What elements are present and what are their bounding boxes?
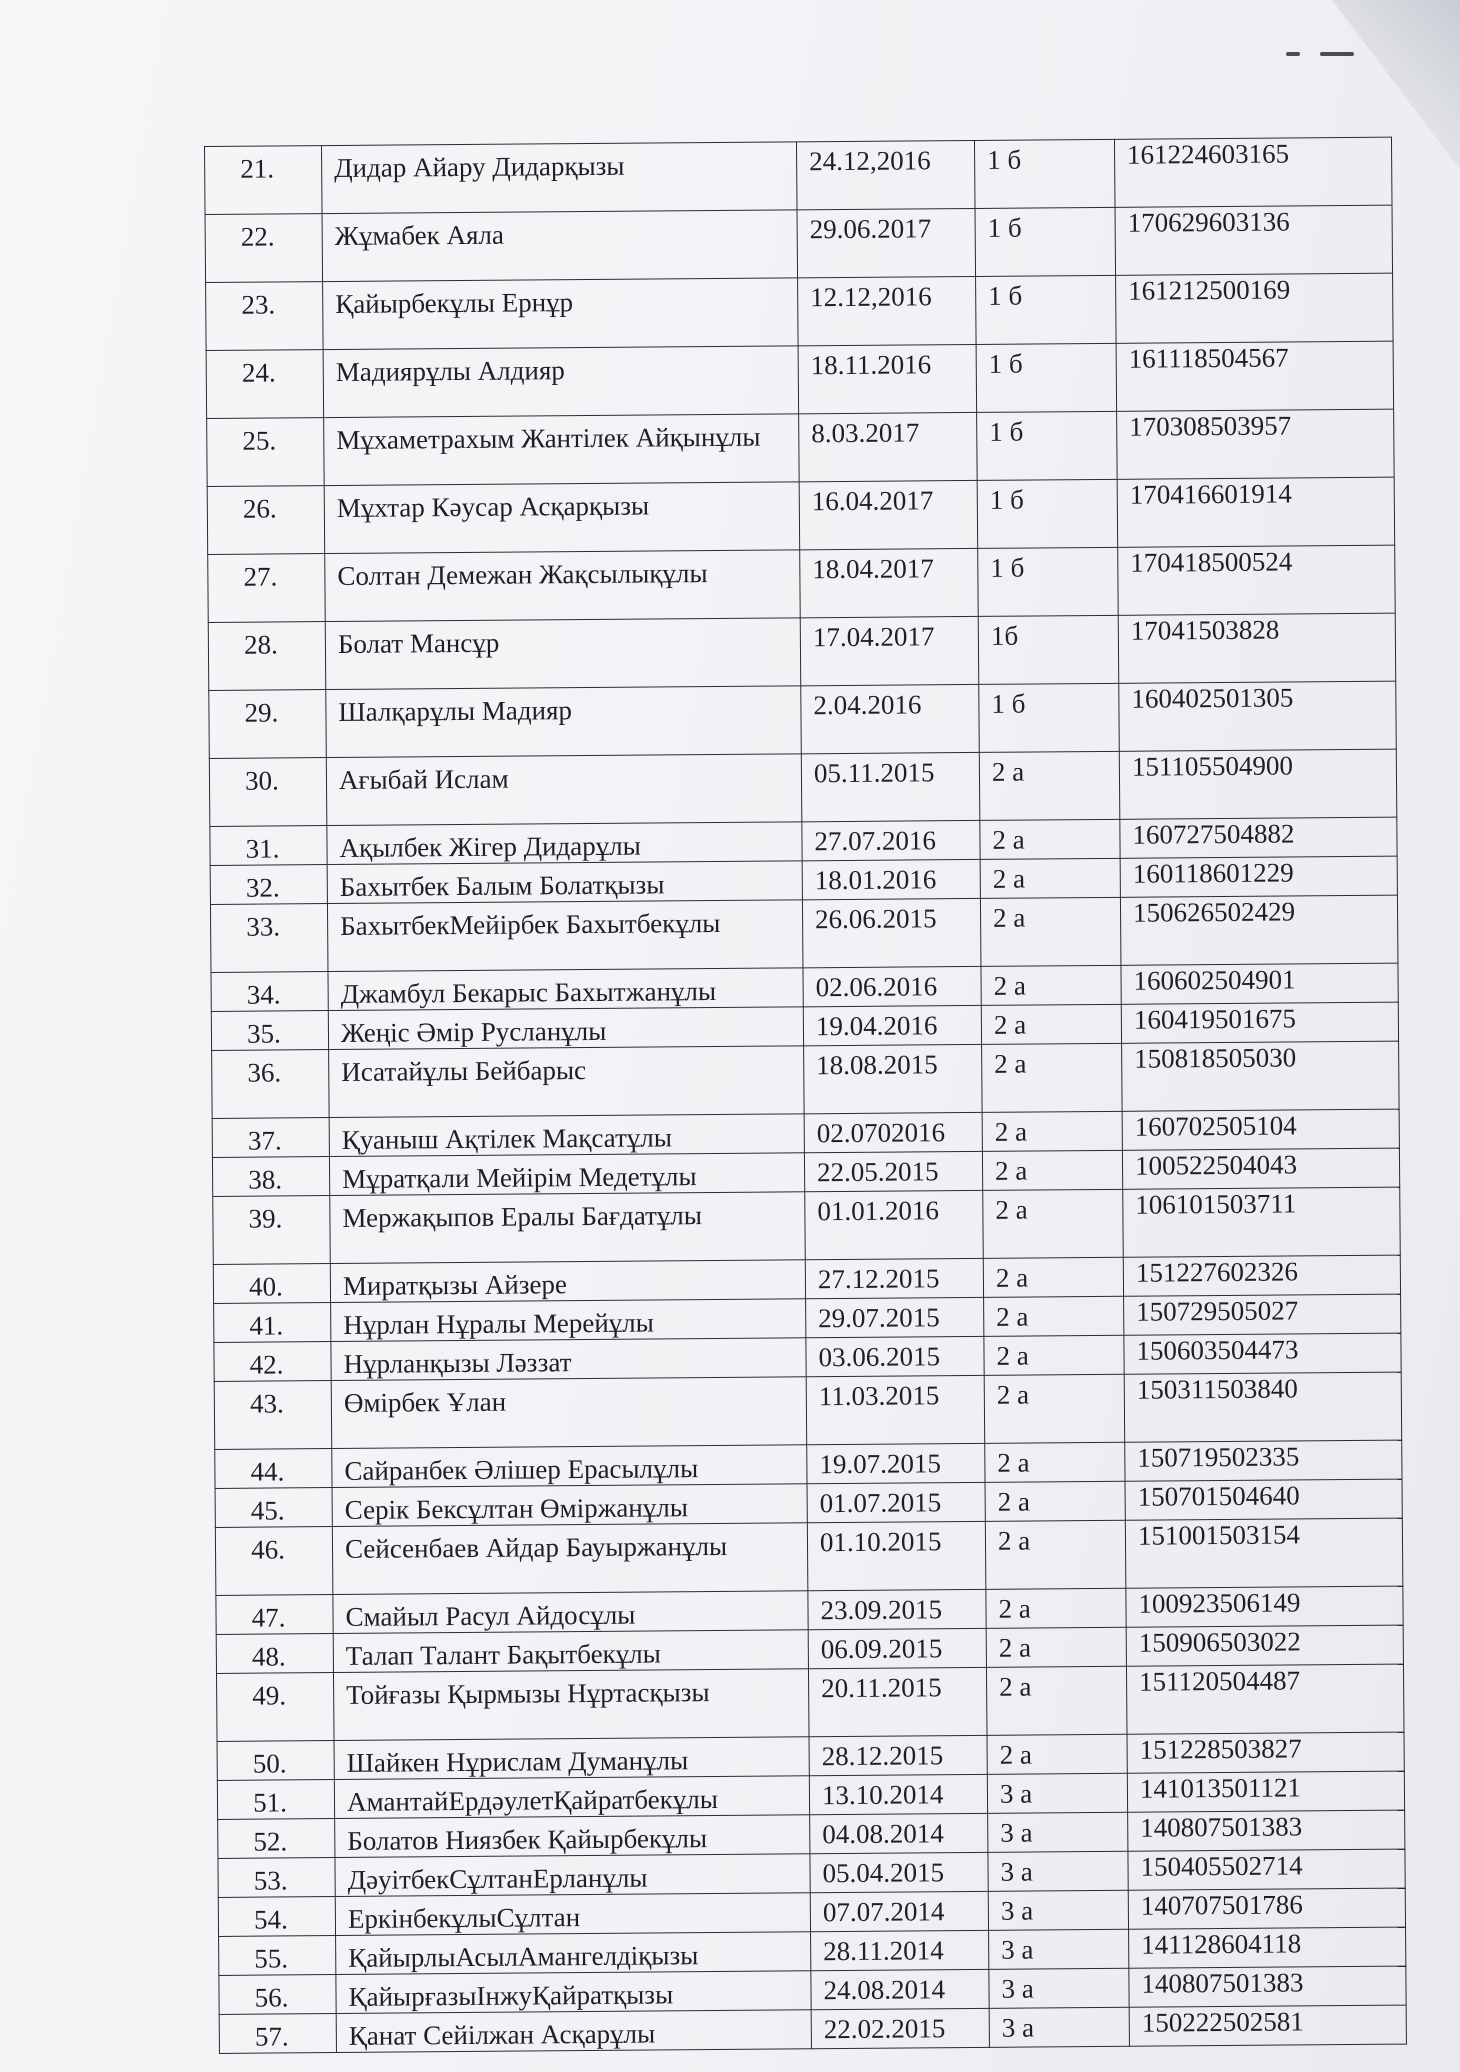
class-grade: 2 а	[985, 1520, 1126, 1589]
birth-date: 26.06.2015	[802, 898, 981, 967]
row-number: 33.	[210, 904, 328, 973]
student-name: Дидар Айару Дидарқызы	[322, 142, 798, 214]
birth-date: 11.03.2015	[806, 1375, 985, 1444]
birth-date: 18.11.2016	[798, 344, 977, 413]
birth-date: 01.10.2015	[807, 1521, 986, 1590]
table-row	[206, 341, 1393, 418]
iin-number: 150719502335	[1125, 1440, 1402, 1481]
class-grade: 2 а	[987, 1734, 1127, 1774]
row-number: 25.	[207, 418, 325, 487]
row-number: 23.	[206, 282, 324, 351]
student-name: ЕркінбекұлыСұлтан	[335, 1893, 810, 1936]
row-number: 56.	[219, 1975, 336, 2015]
row-number: 40.	[213, 1264, 330, 1304]
row-number: 45.	[215, 1488, 332, 1528]
birth-date: 24.08.2014	[811, 1969, 989, 2009]
student-name: Нұрланқызы Ләззат	[331, 1338, 806, 1381]
row-number: 30.	[209, 758, 327, 827]
row-number: 39.	[213, 1196, 331, 1265]
row-number: 51.	[217, 1780, 334, 1820]
iin-number: 151001503154	[1125, 1518, 1403, 1588]
iin-number: 151227602326	[1123, 1255, 1400, 1296]
class-grade: 2 а	[982, 1111, 1122, 1151]
birth-date: 29.07.2015	[806, 1297, 984, 1337]
birth-date: 8.03.2017	[799, 412, 978, 481]
student-name: Болатов Ниязбек Қайырбекұлы	[335, 1815, 810, 1858]
student-name: Қанат Сейілжан Асқарұлы	[336, 2010, 811, 2053]
iin-number: 141013501121	[1127, 1771, 1404, 1812]
class-grade: 2 а	[986, 1666, 1127, 1735]
student-name: Смайыл Расул Айдосұлы	[333, 1591, 808, 1634]
row-number: 44.	[215, 1449, 332, 1489]
class-grade: 2 а	[984, 1335, 1124, 1375]
row-number: 36.	[212, 1050, 330, 1119]
iin-number: 150818505030	[1122, 1041, 1400, 1111]
class-grade: 3 а	[989, 1968, 1129, 2008]
birth-date: 19.04.2016	[803, 1005, 981, 1045]
birth-date: 27.12.2015	[805, 1258, 983, 1298]
iin-number: 151120504487	[1126, 1664, 1404, 1734]
class-grade: 3 а	[987, 1773, 1127, 1813]
birth-date: 04.08.2014	[810, 1813, 988, 1853]
student-name: Қайырбекұлы Ернұр	[323, 278, 799, 350]
birth-date: 28.11.2014	[811, 1930, 989, 1970]
student-name: Мадиярұлы Алдияр	[323, 346, 799, 418]
row-number: 43.	[214, 1381, 332, 1450]
row-number: 48.	[216, 1634, 333, 1674]
table-row	[210, 895, 1397, 972]
iin-number: 160419501675	[1121, 1002, 1398, 1043]
table-row	[209, 681, 1396, 758]
birth-date: 01.07.2015	[807, 1482, 985, 1522]
pen-mark	[1286, 52, 1300, 56]
class-grade: 2 а	[984, 1296, 1124, 1336]
table-row	[207, 477, 1394, 554]
table-row	[205, 137, 1392, 214]
class-grade: 2 а	[985, 1442, 1125, 1482]
student-name: Шайкен Нұрислам Думанұлы	[334, 1737, 809, 1780]
table-row	[215, 1518, 1402, 1595]
class-grade: 2 а	[979, 751, 1120, 820]
row-number: 28.	[208, 622, 326, 691]
table-row	[208, 613, 1395, 690]
iin-number: 150626502429	[1120, 895, 1398, 965]
student-name: ДәуітбекСұлтанЕрланұлы	[335, 1854, 810, 1897]
iin-number: 140807501383	[1128, 1810, 1405, 1851]
student-name: Жеңіс Әмір Русланұлы	[328, 1007, 803, 1050]
class-grade: 3 а	[988, 1890, 1128, 1930]
row-number: 31.	[210, 826, 327, 866]
iin-number: 161118504567	[1116, 341, 1394, 411]
birth-date: 20.11.2015	[808, 1667, 987, 1736]
student-name: АмантайЕрдәулетҚайратбекұлы	[334, 1776, 809, 1819]
class-grade: 3 а	[989, 1929, 1129, 1969]
class-grade: 1 б	[977, 479, 1118, 548]
pen-mark	[1320, 52, 1354, 56]
iin-number: 150701504640	[1125, 1479, 1402, 1520]
iin-number: 170308503957	[1117, 409, 1395, 479]
row-number: 27.	[208, 554, 326, 623]
student-list-body	[205, 137, 1407, 2053]
class-grade: 2 а	[980, 819, 1120, 859]
table-row	[207, 409, 1394, 486]
student-name: Исатайұлы Бейбарыс	[329, 1046, 805, 1118]
class-grade: 3 а	[988, 1812, 1128, 1852]
iin-number: 150222502581	[1129, 2005, 1406, 2046]
birth-date: 29.06.2017	[797, 208, 976, 277]
birth-date: 27.07.2016	[802, 820, 980, 860]
row-number: 34.	[211, 972, 328, 1012]
birth-date: 02.06.2016	[803, 966, 981, 1006]
iin-number: 106101503711	[1123, 1187, 1401, 1257]
row-number: 22.	[205, 214, 323, 283]
student-name: Бахытбек Балым Болатқызы	[327, 861, 802, 904]
student-name: Өмірбек Ұлан	[331, 1377, 807, 1449]
student-name: Ағыбай Ислам	[326, 754, 802, 826]
birth-date: 18.08.2015	[804, 1044, 983, 1113]
row-number: 53.	[218, 1858, 335, 1898]
birth-date: 18.01.2016	[802, 859, 980, 899]
class-grade: 2 а	[983, 1257, 1123, 1297]
birth-date: 19.07.2015	[807, 1443, 985, 1483]
student-name: Мұхтар Кәусар Асқарқызы	[324, 482, 800, 554]
class-grade: 2 а	[984, 1374, 1125, 1443]
row-number: 21.	[205, 146, 323, 215]
student-name: Шалқарұлы Мадияр	[326, 686, 802, 758]
row-number: 52.	[218, 1819, 335, 1859]
row-number: 32.	[210, 865, 327, 905]
row-number: 57.	[219, 2014, 336, 2054]
student-name: Мұратқали Мейірім Медетұлы	[329, 1153, 804, 1196]
student-name: Серік Бексұлтан Өміржанұлы	[332, 1484, 807, 1527]
student-name: Миратқызы Айзере	[330, 1260, 805, 1303]
row-number: 24.	[206, 350, 324, 419]
row-number: 47.	[216, 1595, 333, 1635]
row-number: 54.	[218, 1897, 335, 1937]
birth-date: 03.06.2015	[806, 1336, 984, 1376]
iin-number: 160118601229	[1120, 856, 1397, 897]
row-number: 37.	[212, 1118, 329, 1158]
class-grade: 2 а	[982, 1043, 1123, 1112]
student-name: Мержақыпов Ералы Бағдатұлы	[330, 1192, 806, 1264]
table-row	[208, 545, 1395, 622]
student-name: Нұрлан Нұралы Мерейұлы	[331, 1299, 806, 1342]
table-row	[206, 273, 1393, 350]
iin-number: 17041503828	[1118, 613, 1396, 683]
iin-number: 150906503022	[1126, 1625, 1403, 1666]
student-name: Жұмабек Аяла	[322, 210, 798, 282]
student-name: ҚайырлыАсылАмангелдіқызы	[336, 1932, 811, 1975]
student-name: БахытбекМейірбек Бахытбекұлы	[327, 900, 803, 972]
student-name: Тойғазы Қырмызы Нұртасқызы	[333, 1669, 809, 1741]
student-name: Болат Мансұр	[325, 618, 801, 690]
row-number: 38.	[212, 1157, 329, 1197]
class-grade: 1 б	[977, 411, 1118, 480]
iin-number: 161212500169	[1116, 273, 1394, 343]
class-grade: 2 а	[981, 965, 1121, 1005]
student-name: Ақылбек Жігер Дидарұлы	[327, 822, 802, 865]
iin-number: 100923506149	[1126, 1586, 1403, 1627]
row-number: 35.	[211, 1011, 328, 1051]
iin-number: 150729505027	[1124, 1294, 1401, 1335]
birth-date: 05.04.2015	[810, 1852, 988, 1892]
class-grade: 1 б	[978, 547, 1119, 616]
iin-number: 160727504882	[1120, 817, 1397, 858]
birth-date: 24.12,2016	[796, 140, 975, 209]
class-grade: 1 б	[976, 343, 1117, 412]
student-name: Талап Талант Бақытбекұлы	[333, 1630, 808, 1673]
iin-number: 140707501786	[1128, 1888, 1405, 1929]
row-number: 55.	[219, 1936, 336, 1976]
iin-number: 160702505104	[1122, 1109, 1399, 1150]
birth-date: 16.04.2017	[799, 480, 978, 549]
birth-date: 2.04.2016	[801, 684, 980, 753]
birth-date: 28.12.2015	[809, 1735, 987, 1775]
iin-number: 151105504900	[1119, 749, 1397, 819]
birth-date: 23.09.2015	[808, 1589, 986, 1629]
iin-number: 160402501305	[1119, 681, 1397, 751]
table-row	[216, 1664, 1403, 1741]
class-grade: 2 а	[981, 1004, 1121, 1044]
birth-date: 17.04.2017	[800, 616, 979, 685]
birth-date: 01.01.2016	[805, 1190, 984, 1259]
class-grade: 3 а	[989, 2007, 1129, 2047]
table-row	[213, 1187, 1400, 1264]
student-name: Сейсенбаев Айдар Бауыржанұлы	[332, 1523, 808, 1595]
student-name: Джамбул Бекарыс Бахытжанұлы	[328, 968, 803, 1011]
birth-date: 07.07.2014	[810, 1891, 988, 1931]
row-number: 29.	[209, 690, 327, 759]
iin-number: 140807501383	[1129, 1966, 1406, 2007]
birth-date: 02.0702016	[804, 1112, 982, 1152]
iin-number: 141128604118	[1129, 1927, 1406, 1968]
row-number: 50.	[217, 1741, 334, 1781]
class-grade: 1 б	[976, 275, 1117, 344]
table-row	[209, 749, 1396, 826]
iin-number: 170416601914	[1117, 477, 1395, 547]
class-grade: 1 б	[974, 139, 1115, 208]
table-row	[212, 1041, 1399, 1118]
row-number: 46.	[215, 1527, 333, 1596]
birth-date: 18.04.2017	[800, 548, 979, 617]
table-row	[214, 1372, 1401, 1449]
iin-number: 150405502714	[1128, 1849, 1405, 1890]
iin-number: 160602504901	[1121, 963, 1398, 1004]
iin-number: 151228503827	[1127, 1732, 1404, 1773]
class-grade: 2 а	[980, 858, 1120, 898]
birth-date: 05.11.2015	[801, 752, 980, 821]
birth-date: 06.09.2015	[808, 1628, 986, 1668]
iin-number: 150603504473	[1124, 1333, 1401, 1374]
iin-number: 170418500524	[1118, 545, 1396, 615]
row-number: 41.	[214, 1303, 331, 1343]
class-grade: 2 а	[986, 1627, 1126, 1667]
class-grade: 2 а	[986, 1588, 1126, 1628]
birth-date: 13.10.2014	[809, 1774, 987, 1814]
row-number: 42.	[214, 1342, 331, 1382]
class-grade: 1 б	[975, 207, 1116, 276]
student-list-table	[204, 137, 1407, 2054]
iin-number: 170629603136	[1115, 205, 1393, 275]
iin-number: 161224603165	[1114, 137, 1392, 207]
student-name: Сайранбек Әлішер Ерасылұлы	[332, 1445, 807, 1488]
row-number: 26.	[207, 486, 325, 555]
class-grade: 1 б	[979, 683, 1120, 752]
class-grade: 2 а	[985, 1481, 1125, 1521]
student-name: Қуаныш Ақтілек Мақсатұлы	[329, 1114, 804, 1157]
iin-number: 150311503840	[1124, 1372, 1402, 1442]
birth-date: 22.02.2015	[811, 2008, 989, 2048]
class-grade: 3 а	[988, 1851, 1128, 1891]
class-grade: 2 а	[983, 1189, 1124, 1258]
table-row	[205, 205, 1392, 282]
class-grade: 1б	[978, 615, 1119, 684]
iin-number: 100522504043	[1122, 1148, 1399, 1189]
class-grade: 2 а	[980, 897, 1121, 966]
birth-date: 22.05.2015	[804, 1151, 982, 1191]
student-name: Солтан Демежан Жақсылықұлы	[325, 550, 801, 622]
class-grade: 2 а	[982, 1150, 1122, 1190]
student-name: ҚайырғазыІнжуҚайратқызы	[336, 1971, 811, 2014]
row-number: 49.	[216, 1673, 334, 1742]
birth-date: 12.12,2016	[798, 276, 977, 345]
student-name: Мұхаметрахым Жантілек Айқынұлы	[324, 414, 800, 486]
